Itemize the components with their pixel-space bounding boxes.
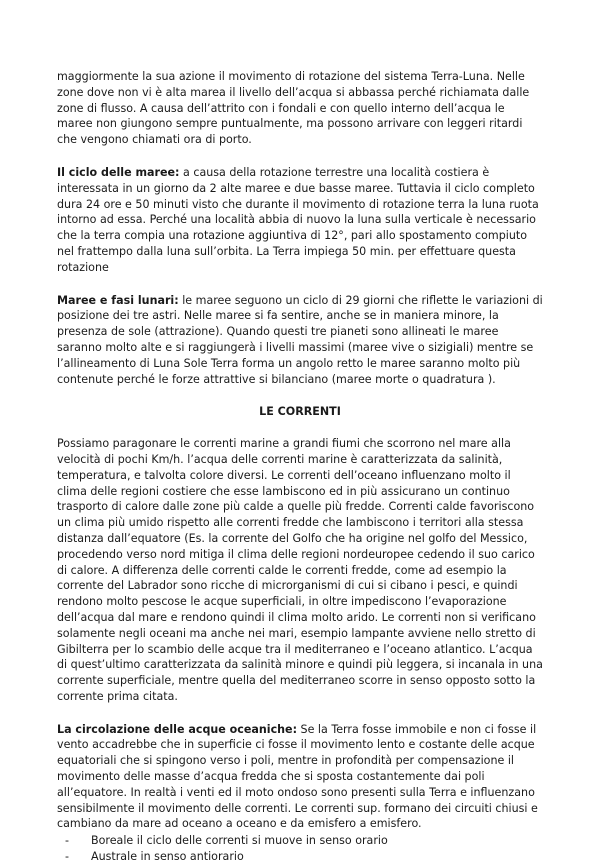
list-item-text: Australe in senso antiorario bbox=[91, 850, 244, 864]
list-marker: - bbox=[65, 850, 70, 864]
section-title-currents: LE CORRENTI bbox=[259, 405, 341, 419]
document-page bbox=[57, 69, 543, 865]
list-item bbox=[57, 833, 543, 849]
paragraph-tide-cycle bbox=[57, 165, 543, 276]
paragraph-currents: Possiamo paragonare le correnti marine a grandi fiumi che scorrono nel mare alla velocità di pochi Km/h. l’acqua delle correnti marine è caratterizzata da salinità, temperatura, e talvolta colore diversi. Le correnti dell’oceano influenzano molto il clima delle regioni costiere che esse lambiscono ed in più assicurano un continuo trasporto di calore dalle zone più calde a quelle più fredde. Correnti calde favoriscono un clima più umido rispetto alle correnti fredde che lambiscono i territori alla stessa distanza dall’equatore (Es. la corrente del Golfo che ha origine nel golfo del Messico, procedendo verso nord mitiga il clima delle regioni nordeuropee cedendo il suo carico di calore. A differenza delle correnti calde le correnti fredde, come ad esempio la corrente del Labrador sono ricche di microrganismi di cui si cibano i pesci, e quindi rendono molto pescose le acque superficiali, in oltre impediscono l’evaporazione dell’acqua dal mare e rendono quindi il clima molto arido. Le correnti non si verificano solamente negli oceani ma anche nei mari, esempio lampante avviene nello stretto di Gibilterra per lo scambio delle acque tra il mediterraneo e l’oceano atlantico. L’acqua di quest’ultimo caratterizzata da salinità minore e quindi più leggera, si incanala in una corrente superficiale, mentre quella del mediterraneo scorre in senso opposto sotto la corrente prima citata. bbox=[57, 437, 543, 703]
paragraph-heading-tide-cycle: Il ciclo delle maree: bbox=[57, 165, 180, 179]
paragraph-text-ocean-circulation: Se la Terra fosse immobile e non ci fosse il vento accadrebbe che in superficie ci fosse il movimento lento e costante delle acque equatoriali che si spingono verso i poli, mentre in profondità per compensazione il movimento delle masse d’acqua fredda che si sposta costantemente dai poli all’equatore. In realtà i venti ed il moto ondoso sono presenti sulla Terra e influenzano sensibilmente il movimento delle correnti. Le correnti sup. formano dei circuiti chiusi e cambiano da mare ad oceano a oceano e da emisfero a emisfero. bbox=[57, 722, 538, 831]
list-item bbox=[57, 849, 543, 865]
paragraph-heading-ocean-circulation: La circolazione delle acque oceaniche: bbox=[57, 722, 298, 736]
paragraph-heading-tides-moon-phases: Maree e fasi lunari: bbox=[57, 293, 179, 307]
list-marker: - bbox=[65, 834, 70, 848]
paragraph-ocean-circulation bbox=[57, 722, 543, 833]
hemisphere-list bbox=[57, 833, 543, 865]
paragraph-text-tide-cycle: a causa della rotazione terrestre una località costiera è interessata in un giorno da 2 alte maree e due basse maree. Tuttavia il ciclo completo dura 24 ore e 50 minuti visto che durante il movimento di rotazione terra la luna ruota intorno ad essa. Perché una località abbia di nuovo la luna sulla verticale è necessario che la terra compia una rotazione aggiuntiva di 12°, pari allo spostamento compiuto nel frattempo dalla luna sull’orbita. La Terra impiega 50 min. per effettuare questa rotazione bbox=[57, 165, 539, 274]
paragraph-text-tides-moon-phases: le maree seguono un ciclo di 29 giorni che riflette le variazioni di posizione dei tre astri. Nelle maree si fa sentire, anche se in maniera minore, la presenza de sole (attrazione). Quando questi tre pianeti sono allineati le maree saranno molto alte e si raggiungerà i livelli massimi (maree vive o sizigiali) mentre se l’allineamento di Luna Sole Terra forma un angolo retto le maree saranno molto più contenute perché le forze attrattive si bilanciano (maree morte o quadratura ). bbox=[57, 293, 543, 386]
paragraph-tides-intro: maggiormente la sua azione il movimento di rotazione del sistema Terra-Luna. Nelle zone dove non vi è alta marea il livello dell’acqua si abbassa perché richiamata dalle zone di flusso. A causa dell’attrito con i fondali e con quello interno dell’acqua le maree non giungono sempre puntualmente, ma possono arrivare con leggeri ritardi che vengono chiamati ora di porto. bbox=[57, 70, 530, 147]
paragraph-tides-moon-phases bbox=[57, 293, 543, 388]
list-item-text: Boreale il ciclo delle correnti si muove in senso orario bbox=[91, 834, 388, 848]
